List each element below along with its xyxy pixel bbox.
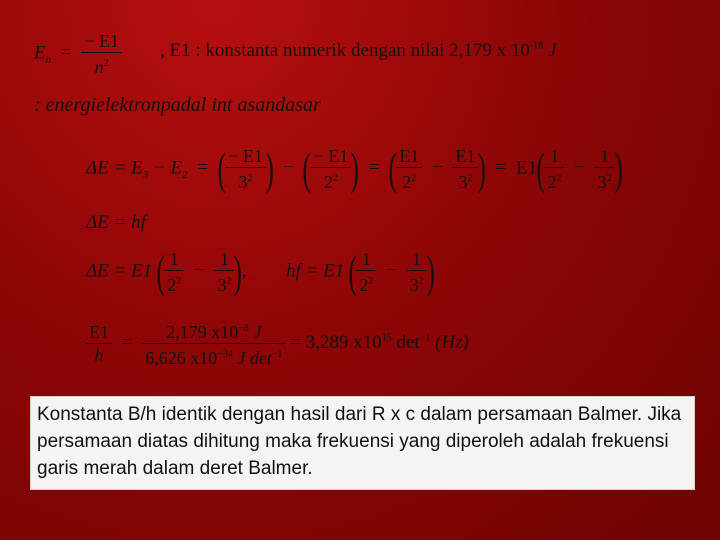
ground-state-label: : energielektronpadal int asandasar (34, 94, 321, 116)
explanation-textbox: Konstanta B/h identik dengan hasil dari R x c dalam persamaan Balmer. Jika persamaan diatas dihitung maka frekuensi yang diperoleh adalah frekuensi garis merah dalam deret Balmer. (30, 396, 695, 490)
delta-e-expansion-equation: $\Delta E = E_3 - E_2$ = ( $\frac{- E1}{3^2}$ ) − ( $\frac{- E1}{2^2}$ ) = ( $\frac{E1}{2^2}$ − $\frac{E1}{3^2}$ ) = E1( $\frac{1}{2^2}$ − $\frac{1}{3^2}$ ) (86, 143, 623, 194)
delta-e-hf-equation: ΔE = hf (86, 212, 146, 233)
frequency-calculation-equation: $\frac{E1}{h}$ = $\frac{2,179 x10^{-8} J}{6,626 x10^{-34} J \det^{-1}}$ = 3,289 $x10^{15}$ $\det^{-1} (Hz)$ (86, 318, 469, 369)
constant-description: , E1 : konstanta numerik dengan nilai 2,179 x $10^{-18}$ J (160, 40, 557, 61)
delta-e-e1-equation: ΔE = E1 ( $\frac{1}{2^2}$ − $\frac{1}{3^2}$ ), hf = E1 ( $\frac{1}{2^2}$ − $\frac{1}{3^2}$ ) (86, 246, 435, 297)
energy-definition-equation: $E_n$ = $\frac{- E1}{n^2}$ (34, 30, 122, 78)
